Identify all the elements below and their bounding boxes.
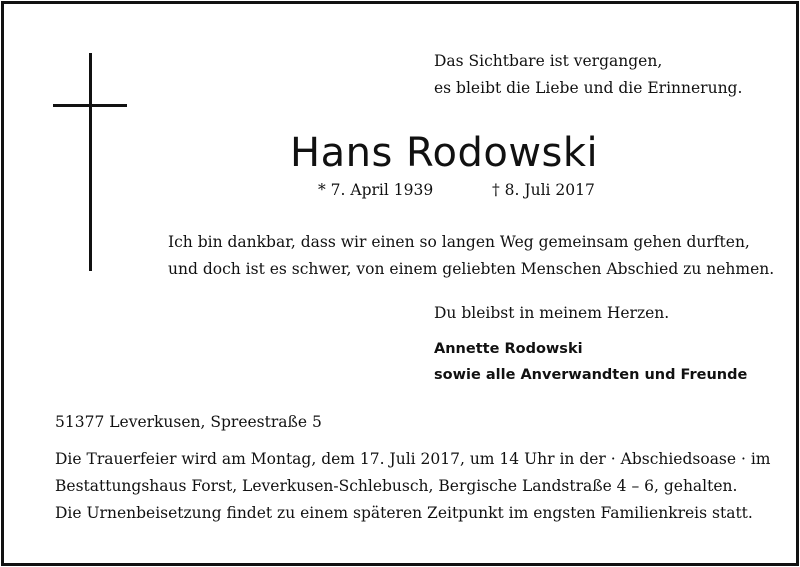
cross-horizontal-bar [53, 104, 127, 107]
service-line-1: Die Trauerfeier wird am Montag, dem 17. Juli 2017, um 14 Uhr in der · Abschiedsoase · im [55, 450, 771, 468]
birth-date: * 7. April 1939 [318, 181, 434, 199]
signer-primary: Annette Rodowski [434, 341, 583, 357]
farewell-line: Du bleibst in meinem Herzen. [434, 304, 670, 322]
signer-secondary: sowie alle Anverwandten und Freunde [434, 367, 748, 383]
signers-block [434, 336, 747, 388]
verse-line-2: es bleibt die Liebe und die Erinnerung. [434, 79, 743, 97]
gratitude-message [168, 229, 775, 283]
family-address: 51377 Leverkusen, Spreestraße 5 [55, 413, 322, 431]
service-line-3: Die Urnenbeisetzung findet zu einem späteren Zeitpunkt im engsten Familienkreis statt. [55, 504, 753, 522]
verse-line-1: Das Sichtbare ist vergangen, [434, 52, 663, 70]
service-line-2: Bestattungshaus Forst, Leverkusen-Schlebusch, Bergische Landstraße 4 – 6, gehalten. [55, 477, 738, 495]
message-line-1: Ich bin dankbar, dass wir einen so langen Weg gemeinsam gehen durften, [168, 233, 750, 251]
death-date: † 8. Juli 2017 [492, 181, 595, 199]
message-line-2: und doch ist es schwer, von einem geliebten Menschen Abschied zu nehmen. [168, 260, 775, 278]
service-details [55, 446, 771, 527]
deceased-name: Hans Rodowski [290, 130, 599, 176]
cross-vertical-bar [89, 53, 92, 271]
memorial-verse [434, 48, 742, 102]
